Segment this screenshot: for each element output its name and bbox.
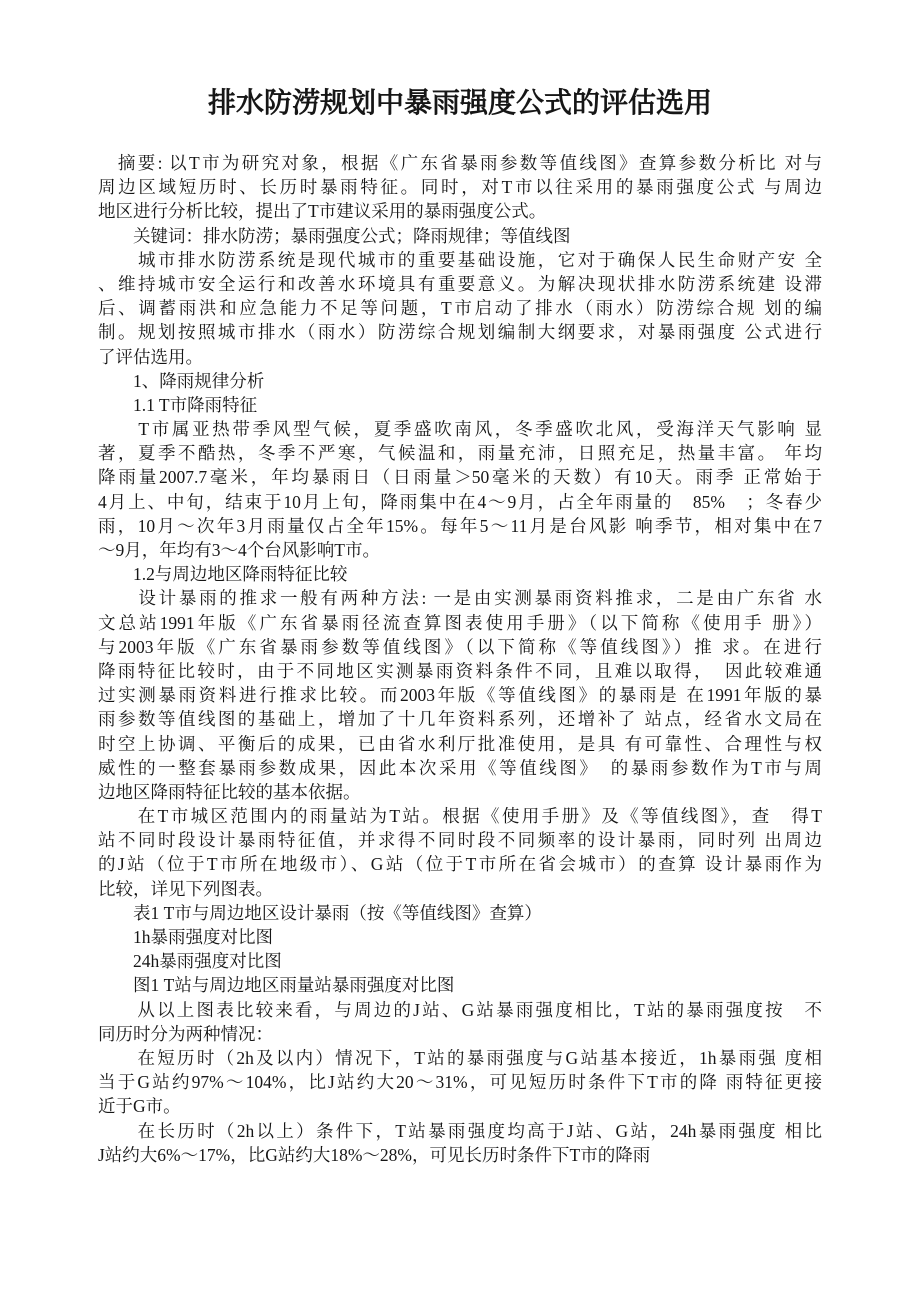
text-line: 摘要: 以T市为研究对象，根据《广东省暴雨参数等值线图》查算参数分析比 对与 [98, 153, 822, 173]
text-line: 同历时分为两种情况： [98, 1023, 273, 1044]
text-line: J站约大6%～17%，比G站约大18%～28%，可见长历时条件下T市的降雨 [98, 1144, 651, 1165]
text-line: ～9月，年均有3～4个台风影响T市。 [98, 540, 380, 560]
text-line: 关键词：排水防涝；暴雨强度公式；降雨规律；等值线图 [98, 225, 571, 246]
document-page [98, 85, 822, 1167]
text-line: 文总站1991年版《广东省暴雨径流查算图表使用手册》（以下简称《使用手 册》） [98, 612, 822, 633]
text-line: 城市排水防涝系统是现代城市的重要基础设施，它对于确保人民生命财产安 全 [98, 249, 822, 270]
section-heading: 1.1 T市降雨特征 [98, 394, 258, 415]
text-line: 在长历时（2h以上）条件下，T站暴雨强度均高于J站、G站，24h暴雨强度 相比 [98, 1120, 822, 1141]
text-line: 雨参数等值线图的基础上，增加了十几年资料系列，还增补了 站点，经省水文局在 [98, 709, 822, 730]
document-title: 排水防涝规划中暴雨强度公式的评估选用 [207, 88, 712, 119]
figure-caption: 24h暴雨强度对比图 [98, 951, 282, 972]
text-line: 在T市城区范围内的雨量站为T站。根据《使用手册》及《等值线图》，查 得T [98, 806, 822, 827]
text-line: 降雨特征比较时，由于不同地区实测暴雨资料条件不同，且难以取得， 因此较难通 [98, 660, 822, 681]
text-line: 比较，详见下列图表。 [98, 878, 273, 899]
figure-caption: 图1 T站与周边地区雨量站暴雨强度对比图 [98, 975, 455, 996]
text-line: 后、调蓄雨洪和应急能力不足等问题，T市启动了排水（雨水）防涝综合规 划的编 [98, 298, 822, 319]
text-line: 近于G市。 [98, 1096, 181, 1117]
text-line: 威性的一整套暴雨参数成果，因此本次采用《等值线图》 的暴雨参数作为T市与周 [98, 757, 822, 778]
text-line: 4月上、中旬，结束于10月上旬，降雨集中在4～9月，占全年雨量的 85% ；冬春少 [98, 491, 822, 512]
text-line: 制。规划按照城市排水（雨水）防涝综合规划编制大纲要求，对暴雨强度 公式进行 [98, 322, 822, 343]
text-line: 、维持城市安全运行和改善水环境具有重要意义。为解决现状排水防涝系统建 设滞 [98, 273, 822, 294]
text-line: 降雨量2007.7毫米，年均暴雨日（日雨量＞50毫米的天数）有10天。雨季 正常始于 [98, 467, 822, 488]
text-line: 了评估选用。 [98, 346, 203, 367]
section-heading: 1.2与周边地区降雨特征比较 [98, 564, 348, 585]
text-line: 与2003年版《广东省暴雨参数等值线图》（以下简称《等值线图》）推 求。在进行 [98, 636, 822, 657]
text-line: 在短历时（2h及以内）情况下，T站的暴雨强度与G站基本接近，1h暴雨强 度相 [98, 1047, 822, 1068]
text-line: 雨，10月～次年3月雨量仅占全年15%。每年5～11月是台风影 响季节，相对集中在7 [98, 515, 822, 536]
text-line: 边地区降雨特征比较的基本依据。 [98, 781, 361, 802]
text-line: 从以上图表比较来看，与周边的J站、G站暴雨强度相比，T站的暴雨强度按 不 [98, 999, 822, 1020]
text-line: 地区进行分析比较，提出了T市建议采用的暴雨强度公式。 [98, 201, 547, 222]
text-line: 时空上协调、平衡后的成果，已由省水利厅批准使用，是具 有可靠性、合理性与权 [98, 733, 822, 754]
text-line: T市属亚热带季风型气候，夏季盛吹南风，冬季盛吹北风，受海洋天气影响 显 [98, 419, 822, 440]
text-line: 设计暴雨的推求一般有两种方法: 一是由实测暴雨资料推求，二是由广东省 水 [98, 588, 822, 609]
table-caption: 表1 T市与周边地区设计暴雨（按《等值线图》查算） [98, 902, 542, 923]
text-line: 站不同时段设计暴雨特征值，并求得不同时段不同频率的设计暴雨，同时列 出周边 [98, 830, 822, 851]
figure-caption: 1h暴雨强度对比图 [98, 927, 273, 947]
text-line: 著，夏季不酷热，冬季不严寒，气候温和，雨量充沛，日照充足，热量丰富。 年均 [98, 443, 822, 464]
text-line: 过实测暴雨资料进行推求比较。而2003年版《等值线图》的暴雨是 在1991年版的暴 [98, 685, 822, 706]
text-line: 周边区域短历时、长历时暴雨特征。同时，对T市以往采用的暴雨强度公式 与周边 [98, 177, 822, 198]
text-line: 的J站（位于T市所在地级市）、G站（位于T市所在省会城市）的查算 设计暴雨作为 [98, 854, 822, 875]
text-line: 当于G站约97%～104%，比J站约大20～31%，可见短历时条件下T市的降 雨特征更接 [98, 1072, 822, 1093]
section-heading: 1、降雨规律分析 [98, 370, 265, 391]
